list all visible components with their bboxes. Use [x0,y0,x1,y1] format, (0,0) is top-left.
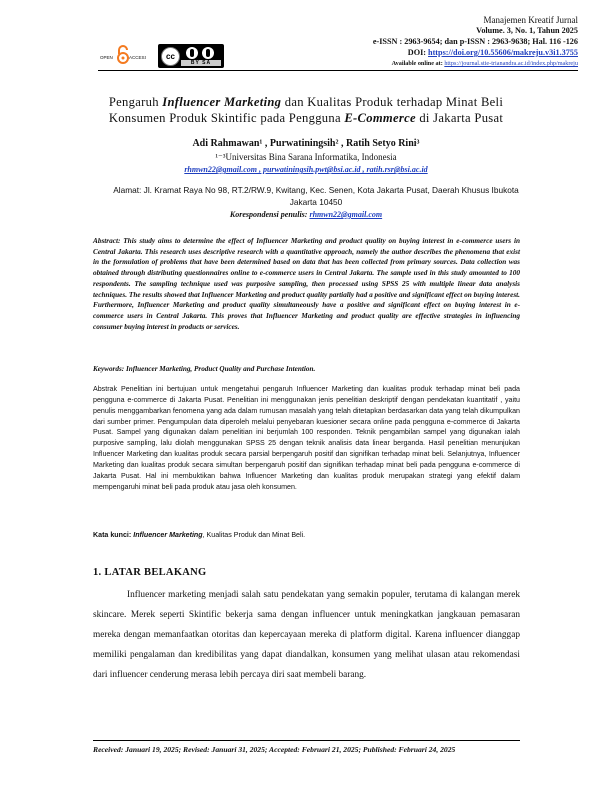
oa-text-right: ACCESS [129,55,146,60]
doi-line [408,48,578,59]
section-heading: 1. LATAR BELAKANG [93,567,207,578]
cc-license-logo[interactable] [158,44,224,68]
journal-link[interactable]: https://journal.stie-trianandra.ac.id/index.php/makreju [444,60,578,67]
open-access-icon [100,45,146,67]
keywords-id [93,531,520,539]
body-paragraph: Influencer marketing menjadi salah satu pendekatan yang semakin populer, terutama di kalangan merek skincare. Merek seperti Skintific bekerja sama dengan influencer untuk meningkatkan jangkauan pemasaran mereka dengan memanfaatkan otoritas dan kepercayaan mereka di platform digital. Karena influencer dianggap memiliki pengalaman dan kredibilitas yang dapat diandalkan, konsumen yang melihat ulasan atau rekomendasi dari influencer cenderung merasa lebih percaya diri saat membeli barang. [93,590,520,681]
footer-dates: Received: Januari 19, 2025; Revised: Januari 31, 2025; Accepted: Februari 21, 2025; Published: Februari 24, 2025 [93,745,456,754]
footer-rule [93,740,520,741]
volume-info: Volume. 3, No. 1, Tahun 2025 [476,26,578,35]
header-rule [98,70,578,71]
affiliation: ¹⁻³Universitas Bina Sarana Informatika, Indonesia [215,152,397,162]
by-icon [186,47,198,59]
open-access-logo [100,45,146,67]
abstract-id: Abstrak Penelitian ini bertujuan untuk mengetahui pengaruh Influencer Marketing dan kualitas produk terhadap minat beli pada pengguna e-commerce di Jakarta Pusat. Penelitian ini menggunakan jenis penelitian deskriptif dengan pendekatan kuantitatif , yaitu penulis menggambarkan fenomena yang ada dalam rumusan masalah yang telah ditetapkan berdasarkan data yang telah dikumpulkan dari sumber primer. Pengumpulan data diperoleh melalui penyebaran kuesioner secara online pada pengguna e-commerce di Jakarta Pusat. Sampel yang digunakan dalam penelitian ini berjumlah 100 responden. Teknik pengambilan sampel yang digunakan ialah purposive sampling, lalu diolah menggunakan SPSS 25 dengan teknik analisis data linear berganda. Hasil penelitian menunjukan Influencer Marketing dan kualitas produk secara parsial berpengaruh positif dan signifikan terhadap minat beli. Selanjutnya, Influencer Marketing dan kualitas produk secara simultan berpengaruh positif dan signifikan terhadap minat beli pada pengguna e-commerce di Jakarta Pusat. Hal ini membuktikan bahwa Influencer Marketing dan kualitas produk merupakan strategi yang efektif dalam mempengaruhi minat beli pada produk atau jasa oleh konsumen. [93,385,520,491]
doi-label: DOI: [407,48,426,57]
correspondence-label: Korespondensi penulis: [229,210,310,219]
author-emails[interactable]: rhmwn22@gmail.com , purwatiningsih.pwt@bsi.ac.id , ratih.rsr@bsi.ac.id [184,165,428,174]
cc-icon: cc [161,47,180,66]
oa-text-left: OPEN [100,55,113,60]
cc-by-sa-label: BY SA [181,60,221,66]
title-part: Pengaruh [108,95,163,109]
kata-kunci-rest: , Kualitas Produk dan Minat Beli. [202,531,306,539]
paper-title [80,94,532,126]
authors: Adi Rahmawan¹ , Purwatiningsih² , Ratih Setyo Rini³ [192,138,420,149]
title-part: dan Kualitas Produk terhadap Minat Beli [281,95,504,109]
online-label: Available online at: [391,60,443,67]
sa-icon [202,47,214,59]
correspondence-email[interactable]: rhmwn22@gmail.com [309,210,383,219]
issn-info: e-ISSN : 2963-9654; dan p-ISSN : 2963-9638; Hal. 116 -126 [372,37,578,46]
correspondence [100,210,512,219]
journal-name: Manajemen Kreatif Jurnal [483,15,578,25]
abstract-en: Abstract: This study aims to determine the effect of Influencer Marketing and product quality on buying interest in e-commerce users in Central Jakarta. This research uses descriptive research with a quantitative approach, namely the author describes the phenomena that exist in the formulation of problems that have been determined based on data that has been collected from primary sources. Data collection was obtained through distributing questionnaires online to e-commerce users in Central Jakarta. The sample used in this study amounted to 100 respondents. The sampling technique used was purposive sampling, then processed using SPSS 25 with multiple linear data analysis techniques. The results showed that Influencer Marketing and product quality partially had a positive and significant effect on buying interest. Furthermore, Influencer Marketing and product quality simultaneously have a positive and significant effect on buying interest in e-commerce users in Central Jakarta. This proves that Influencer Marketing and product quality are effective strategies in influencing consumer buying interest in products or services. [93,237,520,331]
online-line [392,59,578,70]
title-part: Konsumen Produk Skintific pada Pengguna [108,111,345,125]
address: Alamat: Jl. Kramat Raya No 98, RT.2/RW.9, Kwitang, Kec. Senen, Kota Jakarta Pusat, Daerah Khusus Ibukota Jakarta 10450 [113,185,519,207]
kata-kunci-label: Kata kunci: [93,531,134,539]
keywords-en: Keywords: Influencer Marketing, Product Quality and Purchase Intention. [93,365,316,373]
title-part: di Jakarta Pusat [415,111,504,125]
title-part: E-Commerce [344,111,416,125]
kata-kunci-italic: Influencer Marketing [133,531,203,539]
doi-link[interactable]: https://doi.org/10.55606/makreju.v3i1.3755 [428,48,578,57]
title-part: Influencer Marketing [162,95,282,109]
